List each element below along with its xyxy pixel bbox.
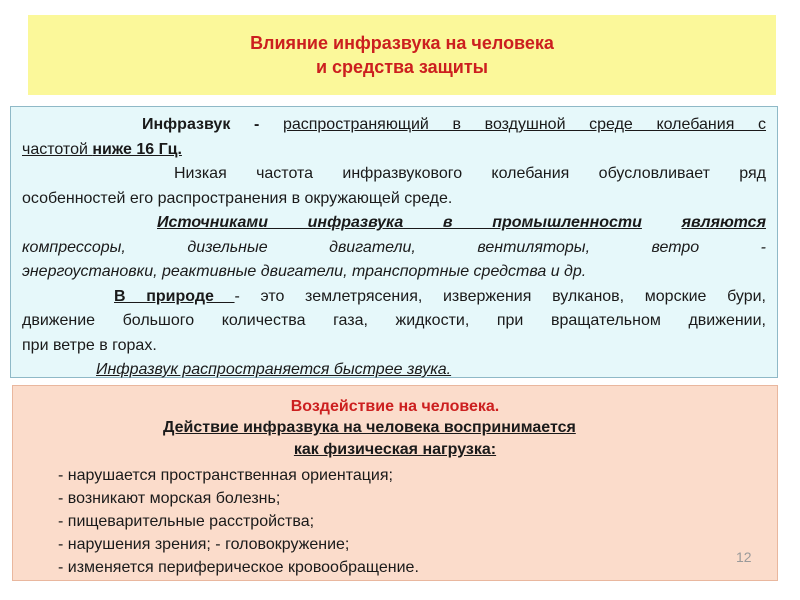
effects-list-item: - нарушения зрения; - головокружение; [58, 536, 350, 553]
nature-sources-text: - это землетрясения, извержения вулканов, морские бури, [234, 287, 766, 305]
low-frequency-line: Низкая частота инфразвукового колебания обусловливает ряд [174, 165, 766, 182]
nature-sources-line [22, 285, 766, 310]
speed-note: Инфразвук распространяется быстрее звука. [96, 361, 452, 378]
effects-subtitle-line1: Действие инфразвука на человека воспринимается [163, 419, 576, 436]
definition-line [22, 113, 766, 138]
effects-list-item: - нарушается пространственная ориентация; [58, 467, 393, 484]
effects-panel [12, 385, 778, 581]
nature-sources-cont1: движение большого количества газа, жидкости, при вращательном движении, [22, 312, 766, 329]
industry-sources-list1: компрессоры, дизельные двигатели, вентиляторы, ветро - [22, 238, 766, 256]
industry-sources-list2: энергоустановки, реактивные двигатели, транспортные средства и др. [22, 263, 587, 280]
term-dash: - [230, 116, 283, 133]
effects-list-item: - изменяется периферическое кровообращение. [58, 559, 419, 576]
slide-title [28, 15, 776, 95]
term-infrasound: Инфразвук [142, 116, 231, 133]
effects-list-item: - пищеварительные расстройства; [58, 513, 315, 530]
industry-sources-verb: являются [681, 214, 766, 231]
frequency-value: ниже 16 Гц. [92, 140, 182, 158]
industry-sources-heading: Источниками инфразвука в промышленности [157, 214, 642, 231]
effects-list-item: - возникают морская болезнь; [58, 490, 281, 507]
low-frequency-cont: особенностей его распространения в окружающей среде. [22, 189, 453, 207]
industry-sources-line [22, 211, 766, 236]
slide-title-line2: и средства защиты [315, 57, 489, 77]
effects-subtitle-line2: как физическая нагрузка: [293, 441, 497, 458]
definition-text: распространяющий в воздушной среде колебания с [282, 116, 767, 133]
frequency-line [22, 138, 766, 163]
effects-title: Воздействие на человека. [290, 398, 500, 415]
frequency-prefix: частотой [22, 140, 93, 158]
nature-sources-cont2: при ветре в горах. [22, 336, 157, 354]
slide-title-line1: Влияние инфразвука на человека [250, 33, 554, 53]
definition-panel [10, 106, 778, 378]
effects-list [58, 464, 419, 579]
page-number: 12 [736, 549, 752, 565]
nature-sources-heading: В природе [114, 287, 235, 305]
